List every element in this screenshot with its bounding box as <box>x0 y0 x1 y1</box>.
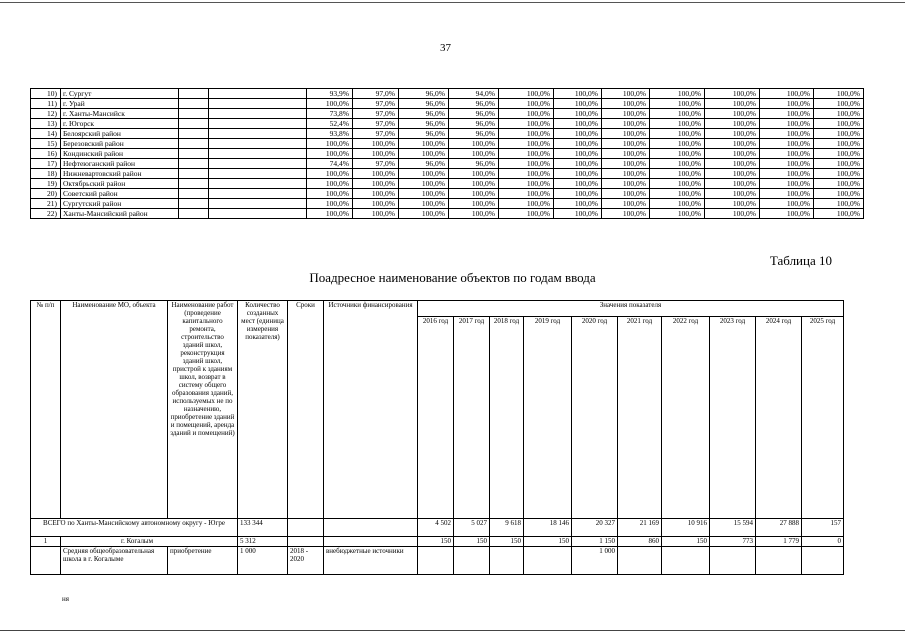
object-row <box>31 547 844 575</box>
blank-col-a <box>179 159 209 169</box>
row-value: 100,0% <box>705 159 760 169</box>
total-terms-empty <box>288 519 324 537</box>
row-value: 100,0% <box>705 89 760 99</box>
row-value: 100,0% <box>760 149 814 159</box>
row-value: 100,0% <box>353 179 399 189</box>
row-name: Нефтеюганский район <box>61 159 179 169</box>
row-value: 100,0% <box>705 119 760 129</box>
row-value: 100,0% <box>814 209 864 219</box>
row-value: 100,0% <box>602 89 650 99</box>
total-label: ВСЕГО по Ханты-Мансийскому автономному округу - Югре <box>31 519 238 537</box>
row-value: 100,0% <box>554 99 602 109</box>
row-value: 100,0% <box>499 129 554 139</box>
value-cell <box>662 547 710 575</box>
value-cell <box>756 547 802 575</box>
row-value: 96,0% <box>399 99 449 109</box>
value-cell: 150 <box>662 537 710 547</box>
row-value: 97,0% <box>353 99 399 109</box>
row-index: 13) <box>31 119 61 129</box>
total-qty: 133 344 <box>238 519 288 537</box>
header-year: 2022 год <box>662 317 710 519</box>
value-cell <box>418 547 454 575</box>
row-value: 100,0% <box>399 179 449 189</box>
row-value: 100,0% <box>449 139 499 149</box>
blank-col-a <box>179 119 209 129</box>
row-value: 100,0% <box>650 129 705 139</box>
row-value: 100,0% <box>499 179 554 189</box>
row-value: 100,0% <box>602 139 650 149</box>
row-index: 21) <box>31 199 61 209</box>
row-value: 100,0% <box>602 159 650 169</box>
blank-col-a <box>179 149 209 159</box>
row-value: 100,0% <box>760 209 814 219</box>
row-value: 100,0% <box>554 159 602 169</box>
row-value: 96,0% <box>399 119 449 129</box>
header-qty: Количество созданных мест (единица измерения показателя) <box>238 301 288 519</box>
value-cell: 10 916 <box>662 519 710 537</box>
row-value: 100,0% <box>499 199 554 209</box>
row-index: 15) <box>31 139 61 149</box>
blank-col-a <box>179 209 209 219</box>
header-year: 2024 год <box>756 317 802 519</box>
total-row <box>31 519 844 537</box>
row-value: 100,0% <box>760 189 814 199</box>
value-cell: 860 <box>618 537 662 547</box>
object-works: приобретение <box>168 547 238 575</box>
mo-num: 1 <box>31 537 61 547</box>
row-value: 100,0% <box>499 109 554 119</box>
table-row <box>31 199 864 209</box>
row-value: 97,0% <box>353 129 399 139</box>
table-title: Поадресное наименование объектов по годам ввода <box>309 270 596 285</box>
row-value: 100,0% <box>602 179 650 189</box>
objects-table <box>30 300 844 575</box>
row-index: 19) <box>31 179 61 189</box>
total-sources-empty <box>324 519 418 537</box>
value-cell: 157 <box>802 519 844 537</box>
row-index: 16) <box>31 149 61 159</box>
value-cell: 1 779 <box>756 537 802 547</box>
continuation-table <box>30 88 864 219</box>
row-value: 100,0% <box>602 199 650 209</box>
scan-edge-bottom <box>0 630 905 631</box>
row-value: 100,0% <box>650 189 705 199</box>
row-value: 100,0% <box>705 199 760 209</box>
row-value: 100,0% <box>602 99 650 109</box>
row-value: 100,0% <box>814 149 864 159</box>
row-value: 73,8% <box>307 109 353 119</box>
row-value: 100,0% <box>554 189 602 199</box>
blank-col-a <box>179 109 209 119</box>
row-value: 100,0% <box>760 99 814 109</box>
header-sources: Источники финансирования <box>324 301 418 519</box>
row-value: 100,0% <box>499 169 554 179</box>
blank-col-b <box>209 169 307 179</box>
row-value: 100,0% <box>760 129 814 139</box>
value-cell: 150 <box>524 537 572 547</box>
row-value: 96,0% <box>449 99 499 109</box>
row-value: 94,0% <box>449 89 499 99</box>
value-cell <box>524 547 572 575</box>
row-index: 22) <box>31 209 61 219</box>
row-value: 100,0% <box>353 189 399 199</box>
value-cell: 20 327 <box>572 519 618 537</box>
row-value: 100,0% <box>650 119 705 129</box>
row-name: г. Сургут <box>61 89 179 99</box>
blank-col-b <box>209 149 307 159</box>
row-value: 100,0% <box>499 119 554 129</box>
row-value: 100,0% <box>814 109 864 119</box>
row-name: Сургутский район <box>61 199 179 209</box>
value-cell: 150 <box>454 537 490 547</box>
row-index: 14) <box>31 129 61 139</box>
row-value: 100,0% <box>814 89 864 99</box>
row-value: 96,0% <box>399 129 449 139</box>
row-value: 100,0% <box>499 159 554 169</box>
blank-col-b <box>209 129 307 139</box>
row-value: 97,0% <box>353 159 399 169</box>
row-value: 100,0% <box>760 89 814 99</box>
row-value: 100,0% <box>554 149 602 159</box>
row-value: 100,0% <box>499 149 554 159</box>
value-cell: 21 169 <box>618 519 662 537</box>
row-value: 100,0% <box>650 99 705 109</box>
row-value: 97,0% <box>353 119 399 129</box>
scan-edge-top <box>0 2 905 3</box>
row-value: 100,0% <box>554 169 602 179</box>
blank-col-b <box>209 89 307 99</box>
row-name: Нижневартовский район <box>61 169 179 179</box>
blank-col-b <box>209 179 307 189</box>
table-row <box>31 109 864 119</box>
row-value: 100,0% <box>499 139 554 149</box>
row-value: 52,4% <box>307 119 353 129</box>
row-name: Белоярский район <box>61 129 179 139</box>
row-index: 12) <box>31 109 61 119</box>
row-value: 100,0% <box>760 169 814 179</box>
row-value: 100,0% <box>554 119 602 129</box>
row-value: 100,0% <box>449 169 499 179</box>
row-index: 10) <box>31 89 61 99</box>
mo-row <box>31 537 844 547</box>
row-value: 100,0% <box>814 119 864 129</box>
row-value: 100,0% <box>554 89 602 99</box>
mo-terms-empty <box>288 537 324 547</box>
row-value: 97,0% <box>353 109 399 119</box>
row-value: 96,0% <box>449 129 499 139</box>
row-value: 100,0% <box>499 99 554 109</box>
value-cell: 1 000 <box>572 547 618 575</box>
row-name: г. Урай <box>61 99 179 109</box>
row-value: 74,4% <box>307 159 353 169</box>
row-value: 100,0% <box>399 139 449 149</box>
value-cell <box>490 547 524 575</box>
row-value: 100,0% <box>760 159 814 169</box>
row-value: 100,0% <box>705 209 760 219</box>
row-value: 100,0% <box>650 179 705 189</box>
row-name: Ханты-Мансийский район <box>61 209 179 219</box>
row-value: 100,0% <box>705 99 760 109</box>
footnote: ня <box>62 595 69 603</box>
blank-col-b <box>209 199 307 209</box>
mo-sources-empty <box>324 537 418 547</box>
row-index: 17) <box>31 159 61 169</box>
row-value: 97,0% <box>353 89 399 99</box>
object-num-empty <box>31 547 61 575</box>
row-value: 100,0% <box>650 89 705 99</box>
table-row <box>31 139 864 149</box>
blank-col-b <box>209 119 307 129</box>
row-value: 93,8% <box>307 129 353 139</box>
header-year: 2018 год <box>490 317 524 519</box>
value-cell: 27 888 <box>756 519 802 537</box>
value-cell: 15 594 <box>710 519 756 537</box>
blank-col-b <box>209 159 307 169</box>
value-cell: 150 <box>418 537 454 547</box>
row-value: 100,0% <box>554 199 602 209</box>
blank-col-a <box>179 89 209 99</box>
row-value: 100,0% <box>650 139 705 149</box>
row-value: 100,0% <box>814 179 864 189</box>
row-name: Березовский район <box>61 139 179 149</box>
row-value: 100,0% <box>307 139 353 149</box>
blank-col-a <box>179 99 209 109</box>
table-row <box>31 119 864 129</box>
row-value: 100,0% <box>554 209 602 219</box>
row-value: 100,0% <box>705 109 760 119</box>
row-value: 100,0% <box>705 139 760 149</box>
table-row <box>31 159 864 169</box>
header-year: 2023 год <box>710 317 756 519</box>
value-cell: 9 618 <box>490 519 524 537</box>
row-index: 18) <box>31 169 61 179</box>
row-value: 100,0% <box>307 99 353 109</box>
table-row <box>31 189 864 199</box>
row-value: 100,0% <box>307 169 353 179</box>
blank-col-b <box>209 189 307 199</box>
row-value: 100,0% <box>353 149 399 159</box>
row-value: 100,0% <box>814 99 864 109</box>
value-cell <box>710 547 756 575</box>
row-name: г. Ханты-Мансийск <box>61 109 179 119</box>
page-number: 37 <box>440 42 451 54</box>
row-value: 100,0% <box>307 179 353 189</box>
table-row <box>31 99 864 109</box>
row-value: 96,0% <box>399 89 449 99</box>
row-value: 100,0% <box>760 109 814 119</box>
header-name: Наименование МО, объекта <box>61 301 168 519</box>
row-value: 100,0% <box>650 199 705 209</box>
row-value: 100,0% <box>353 209 399 219</box>
row-value: 100,0% <box>399 209 449 219</box>
value-cell: 773 <box>710 537 756 547</box>
row-value: 100,0% <box>554 129 602 139</box>
row-value: 100,0% <box>499 89 554 99</box>
blank-col-b <box>209 109 307 119</box>
row-value: 100,0% <box>449 179 499 189</box>
blank-col-b <box>209 209 307 219</box>
row-value: 100,0% <box>499 189 554 199</box>
value-cell <box>454 547 490 575</box>
row-value: 100,0% <box>399 199 449 209</box>
row-value: 100,0% <box>705 189 760 199</box>
row-value: 100,0% <box>602 129 650 139</box>
value-cell: 0 <box>802 537 844 547</box>
object-qty: 1 000 <box>238 547 288 575</box>
mo-qty: 5 312 <box>238 537 288 547</box>
row-value: 100,0% <box>399 189 449 199</box>
row-value: 100,0% <box>602 109 650 119</box>
row-value: 100,0% <box>554 139 602 149</box>
row-value: 100,0% <box>814 189 864 199</box>
row-value: 100,0% <box>499 209 554 219</box>
blank-col-a <box>179 169 209 179</box>
blank-col-b <box>209 99 307 109</box>
row-value: 100,0% <box>760 119 814 129</box>
row-value: 100,0% <box>760 199 814 209</box>
header-year: 2017 год <box>454 317 490 519</box>
value-cell <box>618 547 662 575</box>
row-value: 100,0% <box>760 179 814 189</box>
value-cell: 1 150 <box>572 537 618 547</box>
header-year: 2021 год <box>618 317 662 519</box>
object-name: Средняя общеобразовательная школа в г. Когалыме <box>61 547 168 575</box>
row-name: г. Югорск <box>61 119 179 129</box>
row-value: 100,0% <box>449 209 499 219</box>
table-row <box>31 169 864 179</box>
row-index: 20) <box>31 189 61 199</box>
row-value: 100,0% <box>814 199 864 209</box>
header-year: 2016 год <box>418 317 454 519</box>
header-terms: Сроки <box>288 301 324 519</box>
row-value: 100,0% <box>307 189 353 199</box>
table-row <box>31 179 864 189</box>
value-cell: 5 027 <box>454 519 490 537</box>
row-value: 100,0% <box>554 179 602 189</box>
row-index: 11) <box>31 99 61 109</box>
header-year: 2025 год <box>802 317 844 519</box>
row-value: 100,0% <box>307 199 353 209</box>
row-value: 100,0% <box>814 139 864 149</box>
row-value: 100,0% <box>650 149 705 159</box>
row-name: Кондинский район <box>61 149 179 159</box>
row-value: 100,0% <box>307 209 353 219</box>
row-value: 100,0% <box>353 139 399 149</box>
blank-col-a <box>179 199 209 209</box>
header-values-group: Значения показателя <box>418 301 844 317</box>
row-value: 100,0% <box>705 129 760 139</box>
table-row <box>31 209 864 219</box>
row-value: 100,0% <box>449 189 499 199</box>
row-value: 100,0% <box>602 169 650 179</box>
row-value: 100,0% <box>760 139 814 149</box>
row-value: 100,0% <box>353 199 399 209</box>
row-value: 100,0% <box>602 149 650 159</box>
row-value: 96,0% <box>449 119 499 129</box>
row-value: 100,0% <box>602 119 650 129</box>
row-value: 100,0% <box>705 169 760 179</box>
row-value: 100,0% <box>650 109 705 119</box>
header-year: 2020 год <box>572 317 618 519</box>
row-value: 96,0% <box>399 159 449 169</box>
mo-name: г. Когалым <box>61 537 238 547</box>
header-year: 2019 год <box>524 317 572 519</box>
row-value: 96,0% <box>449 109 499 119</box>
table-row <box>31 89 864 99</box>
row-value: 93,9% <box>307 89 353 99</box>
blank-col-a <box>179 139 209 149</box>
object-sources: внебюджетные источники <box>324 547 418 575</box>
row-value: 100,0% <box>307 149 353 159</box>
header-num: № п/п <box>31 301 61 519</box>
row-value: 100,0% <box>399 169 449 179</box>
row-value: 100,0% <box>814 129 864 139</box>
row-value: 100,0% <box>353 169 399 179</box>
row-value: 100,0% <box>554 109 602 119</box>
blank-col-a <box>179 179 209 189</box>
blank-col-b <box>209 139 307 149</box>
row-value: 100,0% <box>814 159 864 169</box>
value-cell: 150 <box>490 537 524 547</box>
row-name: Октябрьский район <box>61 179 179 189</box>
row-value: 100,0% <box>705 149 760 159</box>
header-works: Наименование работ (проведение капитального ремонта, строительство зданий школ, реконструкция зданий школ, пристрой к зданиям школ, возврат в систему общего образования зданий, используемых не по назначению, приобретение зданий и помещений, аренда зданий и помещений) <box>168 301 238 519</box>
object-terms: 2018 - 2020 <box>288 547 324 575</box>
row-value: 100,0% <box>449 199 499 209</box>
header-row-1 <box>31 301 844 317</box>
row-name: Советский район <box>61 189 179 199</box>
row-value: 100,0% <box>602 189 650 199</box>
value-cell: 4 502 <box>418 519 454 537</box>
row-value: 100,0% <box>449 149 499 159</box>
row-value: 100,0% <box>650 159 705 169</box>
row-value: 100,0% <box>705 179 760 189</box>
row-value: 96,0% <box>399 109 449 119</box>
row-value: 100,0% <box>399 149 449 159</box>
table-row <box>31 149 864 159</box>
row-value: 100,0% <box>814 169 864 179</box>
row-value: 100,0% <box>602 209 650 219</box>
blank-col-a <box>179 189 209 199</box>
value-cell: 18 146 <box>524 519 572 537</box>
row-value: 96,0% <box>449 159 499 169</box>
row-value: 100,0% <box>650 169 705 179</box>
value-cell <box>802 547 844 575</box>
row-value: 100,0% <box>650 209 705 219</box>
blank-col-a <box>179 129 209 139</box>
table-row <box>31 129 864 139</box>
table-label: Таблица 10 <box>769 253 832 268</box>
